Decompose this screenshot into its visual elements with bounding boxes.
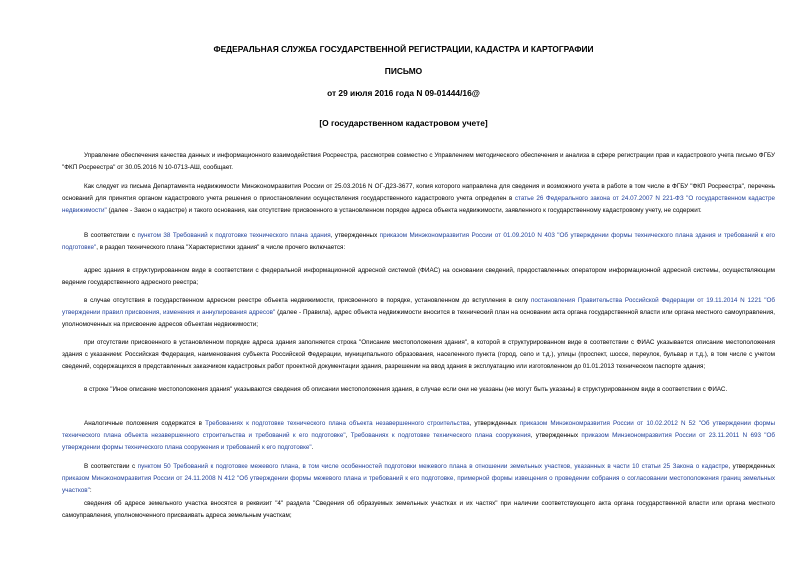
- link-order-693[interactable]: приказом Минэкономразвития России от 23.11.2011 N 693 "Об утверждении формы технического плана сооружения и требований к его подготовке": [62, 432, 776, 452]
- link-point-38-requirements[interactable]: пунктом 38 Требований к подготовке технического плана здания: [137, 232, 331, 239]
- link-government-decree-1221[interactable]: постановления Правительства Российской Федерации от 19.11.2014 N 1221 "Об утверждении правил присвоения, изменения и аннулирования адресов": [62, 297, 775, 317]
- paragraph-3-text-a: В соответствии с: [84, 232, 138, 239]
- paragraph-5-text-a: в случае отсутствия в государственном адресном реестре объекта недвижимости, присвоенного в порядке, установленном до вступления в силу: [84, 297, 531, 304]
- link-requirements-unfinished-construction[interactable]: Требованиях к подготовке технического плана объекта незавершенного строительства: [205, 420, 470, 427]
- paragraph-2-text-b: (далее - Закон о кадастре) и такого основания, как отсутствие присвоенного в установленном порядке адреса объекта недвижимости, заявленного к государственному кадастровому учету, не содержит.: [106, 207, 702, 215]
- paragraph-5-text-b: (далее - Правила), адрес объекта недвижимости вносится в технический план на основании акта органа государственной власти или органа местного самоуправления, уполномоченных на присвоение адресов объектам недвижимости;: [62, 309, 775, 329]
- document-subject: [О государственном кадастровом учете]: [319, 118, 488, 128]
- paragraph-6: при отсутствии присвоенного в установленном порядке адреса здания заполняется строка "Описание местоположения здания", в которой в структурированном виде в соответствии с ФИАС указывается описание местоположения здания с указанием: Российская Федерация, наименования субъекта Российской Федерации, муниципального образования, населенного пункта (город, село и т.д.), улицы (проспект, шоссе, переулок, бульвар и т.д.), в том числе с учетом сведений, содержащихся в представленных заказчиком кадастровых работ проектной документации здания, разрешении на ввод здания в эксплуатацию или изготовленном до 01.01.2013 техническом паспорте здания;: [62, 339, 775, 371]
- paragraph-2: [62, 181, 775, 217]
- link-requirements-structure-plan[interactable]: Требованиях к подготовке технического плана сооружения: [350, 432, 531, 440]
- paragraph-8-text-b: , утвержденных: [469, 420, 520, 427]
- paragraph-3-text-b: , утвержденных: [330, 232, 380, 239]
- paragraph-5: [62, 295, 775, 331]
- paragraph-3: [62, 230, 775, 254]
- link-order-412[interactable]: приказом Минэкономразвития России от 24.11.2008 N 412 "Об утверждении формы межевого плана и требований к его подготовке, примерной формы извещения о проведении собрания о согласовании местоположения границ земельных участков": [62, 475, 775, 495]
- paragraph-7: в строке "Иное описание местоположения здания" указываются сведения об описании местоположения здания, в случае если они не указаны (не могут быть указаны) в структурированном виде в соответствии с ФИАС.: [84, 386, 728, 393]
- paragraph-8-text-e: .: [311, 444, 314, 452]
- paragraph-8-text-a: Аналогичные положения содержатся в: [84, 420, 206, 427]
- paragraph-3-text-c: , в раздел технического плана "Характеристики здания" в числе прочего включается:: [96, 244, 346, 252]
- agency-title: ФЕДЕРАЛЬНАЯ СЛУЖБА ГОСУДАРСТВЕННОЙ РЕГИСТРАЦИИ, КАДАСТРА И КАРТОГРАФИИ: [213, 44, 594, 54]
- paragraph-8: [62, 418, 775, 454]
- link-point-50-requirements[interactable]: пунктом 50 Требований к подготовке межевого плана, в том числе особенностей подготовки межевого плана в отношении земельных участков, указанных в части 10 статьи 25 Закона о кадастре: [137, 463, 729, 470]
- link-order-52[interactable]: приказом Минэкономразвития России от 10.02.2012 N 52 "Об утверждении формы технического плана объекта незавершенного строительства и требований к его подготовке": [62, 420, 775, 440]
- paragraph-9-text-b: , утвержденных: [728, 463, 776, 470]
- paragraph-8-text-d: , утвержденных: [530, 432, 582, 440]
- paragraph-10: сведения об адресе земельного участка вносятся в реквизит "4" раздела "Сведения об образуемых земельных участках и их частях" при наличии соответствующего акта органа государственной власти или органа местного самоуправления, уполномоченного присваивать адреса земельным участкам;: [62, 500, 775, 520]
- paragraph-9-text-c: :: [89, 487, 92, 495]
- paragraph-9-text-a: В соответствии с: [84, 463, 138, 470]
- paragraph-4: адрес здания в структурированном виде в соответствии с федеральной информационной адресной системой (ФИАС) на основании сведений, предоставленных оператором информационной адресной системы, осуществляющим ведение государственного адресного реестра;: [62, 267, 775, 287]
- document-type: ПИСЬМО: [384, 66, 423, 76]
- document-date-number: от 29 июля 2016 года N 09-01444/16@: [327, 88, 480, 98]
- paragraph-8-text-c: ,: [345, 432, 351, 440]
- link-order-403[interactable]: приказом Минэкономразвития России от 01.09.2010 N 403 "Об утверждении формы технического плана здания и требований к его подготовке": [62, 232, 776, 252]
- paragraph-9: [62, 461, 775, 497]
- paragraph-1: Управление обеспечения качества данных и информационного взаимодействия Росреестра, рассмотрев совместно с Управлением методического обеспечения и анализа в сфере регистрации прав и кадастрового учета письмо ФГБУ "ФКП Росреестра" от 30.05.2016 N 10-0713-АШ, сообщает.: [62, 152, 775, 172]
- paragraph-2-text-a: Как следует из письма Департамента недвижимости Минэкономразвития России от 25.03.2016 N ОГ-Д23-3677, копия которого направлена для сведения и возможного учета в работе в том числе в ФГБУ "ФКП Росреестра", перечень оснований для принятия органом кадастрового учета решения о приостановлении осуществления государственного кадастрового учета определен в: [62, 183, 775, 203]
- link-article-26-law-221fz[interactable]: статье 26 Федерального закона от 24.07.2007 N 221-ФЗ "О государственном кадастре недвижимости": [62, 195, 775, 215]
